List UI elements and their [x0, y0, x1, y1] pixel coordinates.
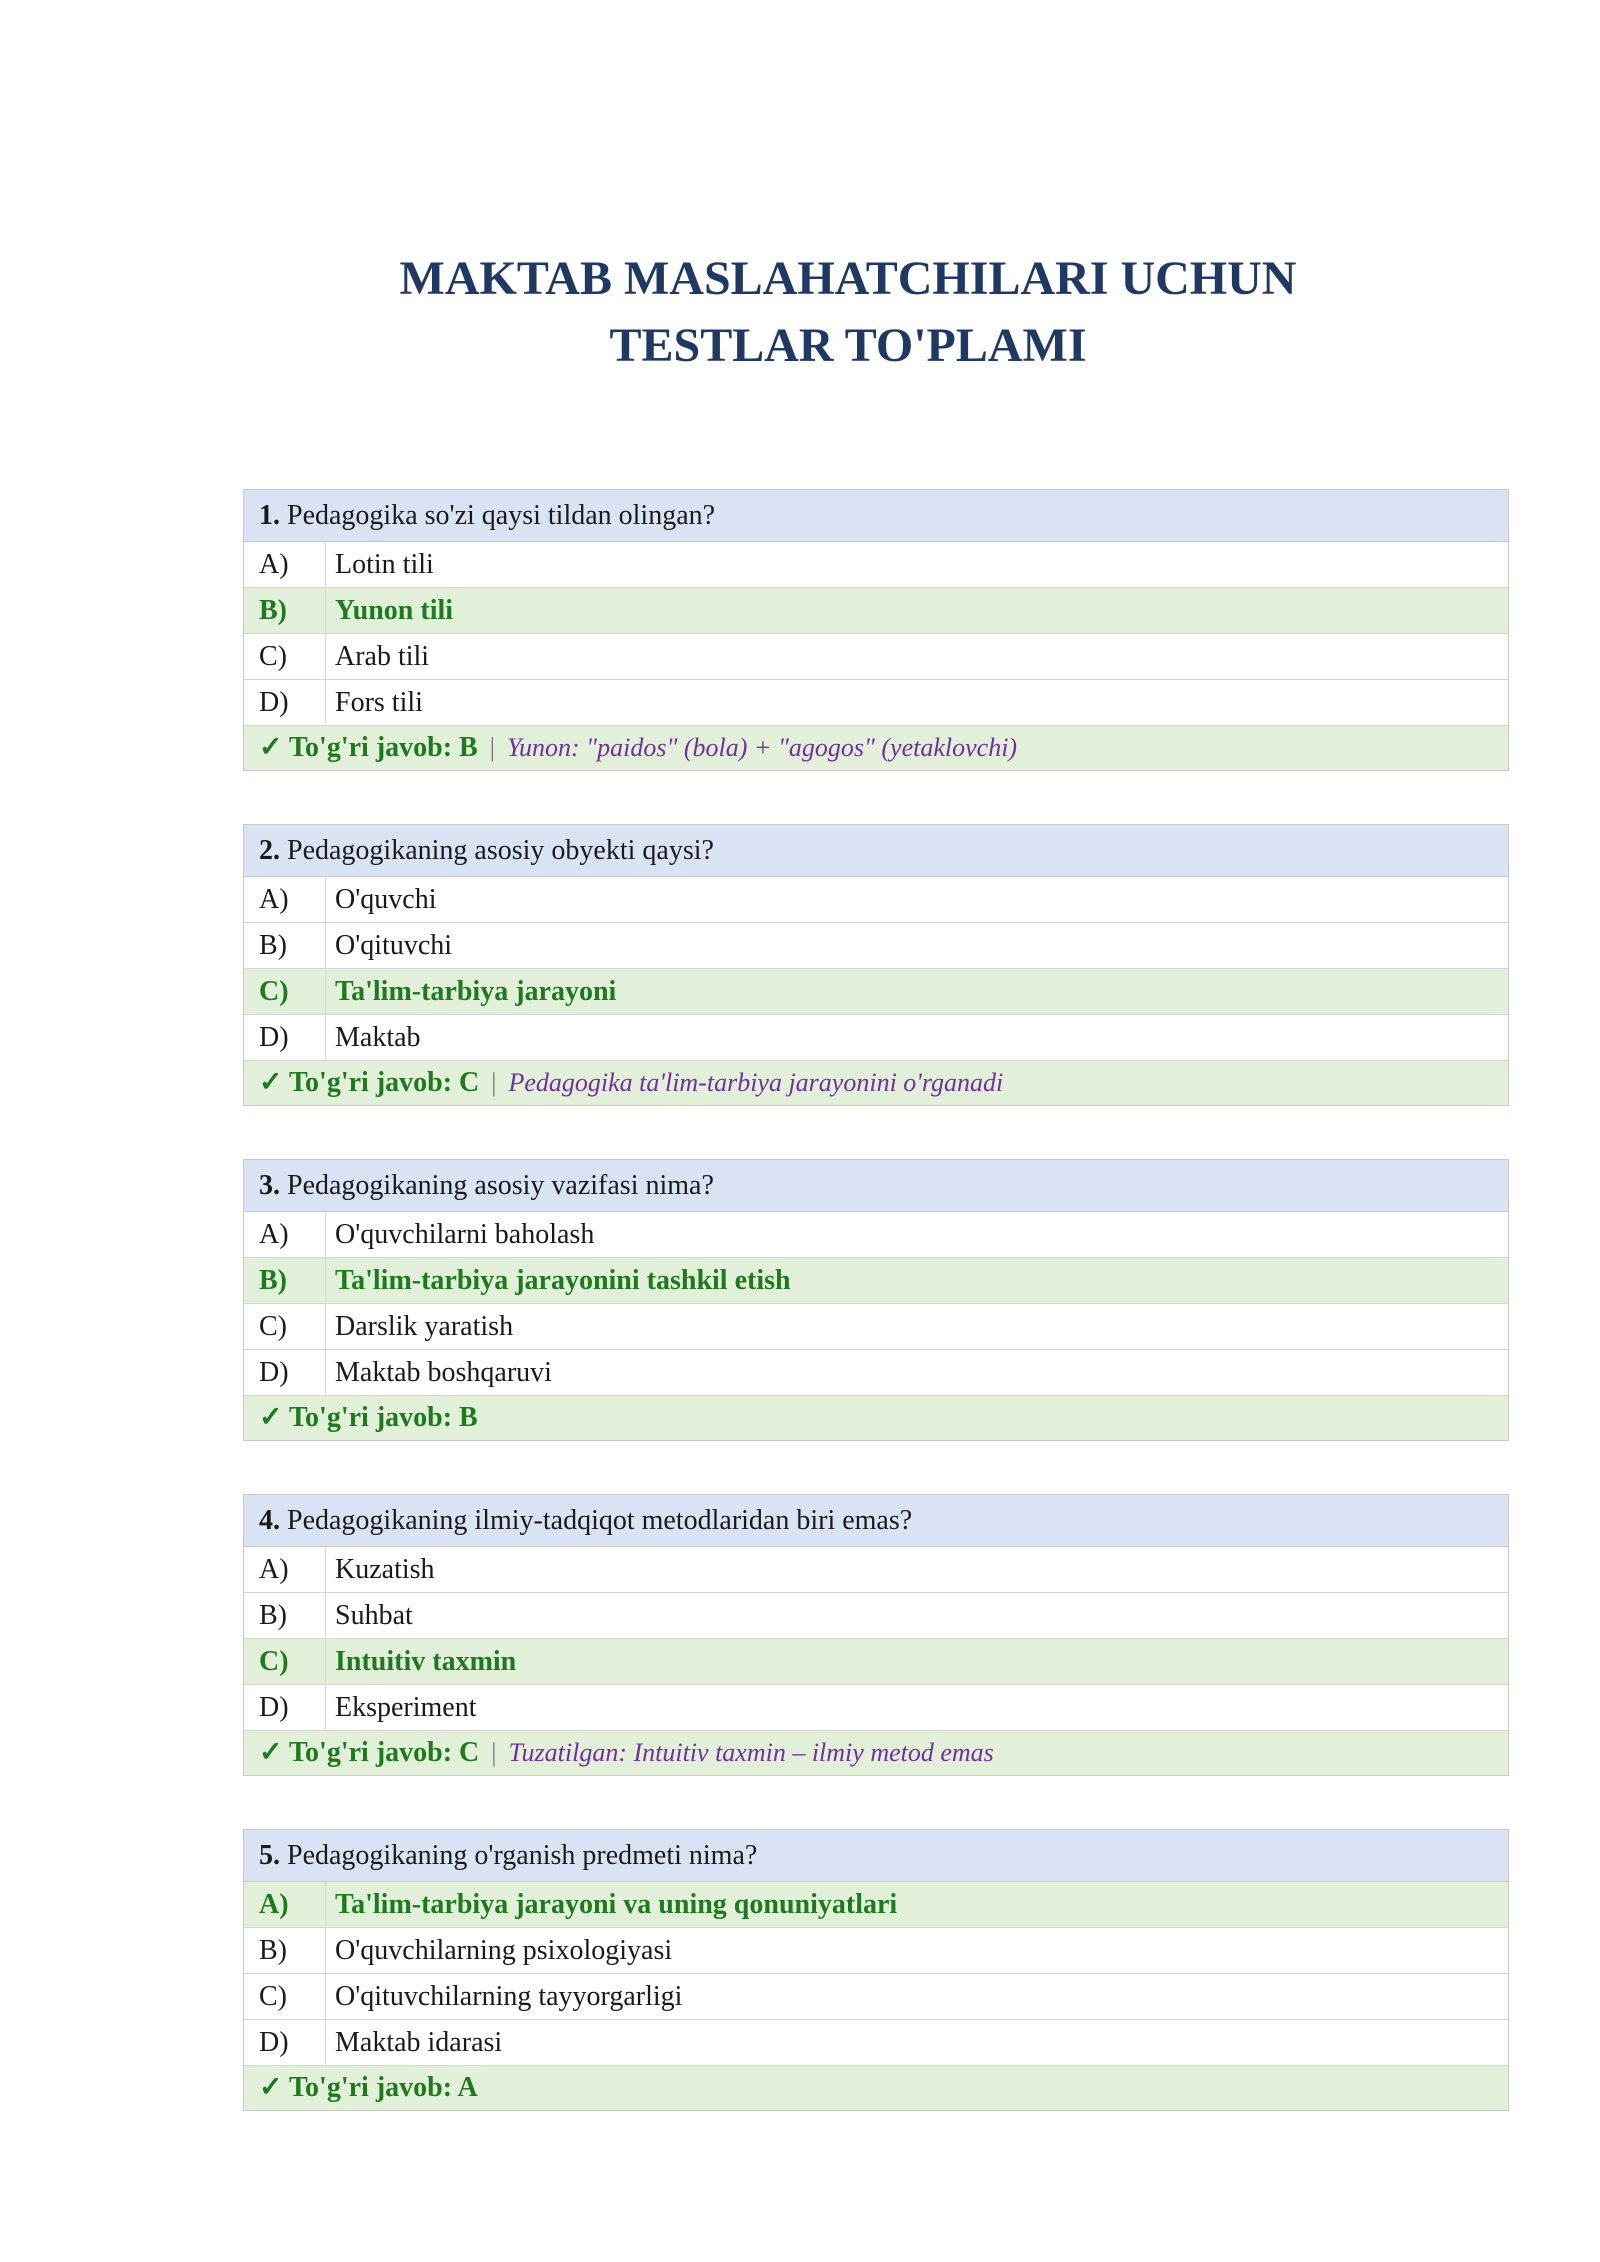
- option-row: [244, 923, 1508, 969]
- correct-answer-prefix: ✓ To'g'ri javob:: [259, 1737, 460, 1768]
- option-row: [244, 1685, 1508, 1731]
- question-1: [243, 489, 1509, 771]
- option-row: [244, 542, 1508, 588]
- option-letter: D): [244, 680, 326, 725]
- correct-answer-row: [244, 1396, 1508, 1440]
- option-letter: C): [244, 1974, 326, 2019]
- question-4: [243, 1494, 1509, 1776]
- correct-answer-prefix: ✓ To'g'ri javob:: [259, 1402, 460, 1433]
- option-text: Yunon tili: [335, 595, 454, 626]
- correct-answer-row: [244, 1061, 1508, 1105]
- option-text: Arab tili: [335, 641, 430, 672]
- correct-answer-prefix: ✓ To'g'ri javob:: [259, 2072, 458, 2103]
- question-text: Pedagogikaning asosiy obyekti qaysi?: [287, 835, 714, 866]
- option-text: Maktab: [335, 1022, 421, 1053]
- option-text: O'quvchilarning psixologiyasi: [335, 1935, 673, 1966]
- question-5: [243, 1829, 1509, 2111]
- option-letter: B): [244, 1258, 326, 1303]
- option-row: [244, 1304, 1508, 1350]
- option-letter: D): [244, 1685, 326, 1730]
- correct-answer-label: [259, 2072, 478, 2103]
- question-header: [244, 825, 1508, 877]
- option-text: Ta'lim-tarbiya jarayonini tashkil etish: [335, 1265, 791, 1296]
- question-text: Pedagogika so'zi qaysi tildan olingan?: [287, 500, 716, 531]
- option-row: [244, 634, 1508, 680]
- answer-note: Tuzatilgan: Intuitiv taxmin – ilmiy metod emas: [508, 1738, 994, 1767]
- correct-answer-label: [259, 1067, 479, 1098]
- option-text: Fors tili: [335, 687, 423, 718]
- question-number: 3.: [259, 1170, 280, 1201]
- option-letter: C): [244, 1304, 326, 1349]
- option-text: Ta'lim-tarbiya jarayoni va uning qonuniyatlari: [335, 1889, 898, 1920]
- option-row: [244, 877, 1508, 923]
- option-letter: A): [244, 1882, 326, 1927]
- option-row-correct: [244, 588, 1508, 634]
- page-title-line-1: MAKTAB MASLAHATCHILARI UCHUN: [399, 252, 1297, 305]
- question-text: Pedagogikaning asosiy vazifasi nima?: [287, 1170, 714, 1201]
- question-text: Pedagogikaning o'rganish predmeti nima?: [287, 1840, 758, 1871]
- option-row: [244, 1974, 1508, 2020]
- option-row: [244, 1547, 1508, 1593]
- option-text: Kuzatish: [335, 1554, 435, 1585]
- correct-answer-row: [244, 726, 1508, 770]
- option-text: O'qituvchilarning tayyorgarligi: [335, 1981, 683, 2012]
- correct-answer-prefix: ✓ To'g'ri javob:: [259, 732, 460, 763]
- question-number: 5.: [259, 1840, 280, 1871]
- option-letter: C): [244, 634, 326, 679]
- option-text: Eksperiment: [335, 1692, 477, 1723]
- option-row: [244, 1015, 1508, 1061]
- question-3: [243, 1159, 1509, 1441]
- option-text: Ta'lim-tarbiya jarayoni: [335, 976, 617, 1007]
- option-row-correct: [244, 969, 1508, 1015]
- option-row: [244, 1593, 1508, 1639]
- option-row-correct: [244, 1258, 1508, 1304]
- question-header: [244, 1160, 1508, 1212]
- correct-answer-letter: A: [457, 2072, 478, 2103]
- option-letter: D): [244, 2020, 326, 2065]
- correct-answer-row: [244, 2066, 1508, 2110]
- option-row: [244, 1928, 1508, 1974]
- option-letter: B): [244, 1593, 326, 1638]
- option-letter: B): [244, 923, 326, 968]
- option-letter: C): [244, 969, 326, 1014]
- option-text: O'quvchi: [335, 884, 437, 915]
- option-letter: C): [244, 1639, 326, 1684]
- question-number: 1.: [259, 500, 280, 531]
- option-letter: D): [244, 1350, 326, 1395]
- option-row: [244, 1212, 1508, 1258]
- correct-answer-row: [244, 1731, 1508, 1775]
- page-title: [0, 245, 1600, 379]
- question-2: [243, 824, 1509, 1106]
- question-number: 2.: [259, 835, 280, 866]
- correct-answer-letter: C: [459, 1737, 480, 1768]
- question-header: [244, 1495, 1508, 1547]
- option-text: Suhbat: [335, 1600, 413, 1631]
- question-text: Pedagogikaning ilmiy-tadqiqot metodlaridan biri emas?: [287, 1505, 913, 1536]
- option-letter: D): [244, 1015, 326, 1060]
- page-title-line-2: TESTLAR TO'PLAMI: [609, 319, 1087, 372]
- question-list: [243, 489, 1509, 2164]
- answer-separator: |: [491, 1068, 497, 1097]
- option-letter: A): [244, 1547, 326, 1592]
- option-text: Darslik yaratish: [335, 1311, 514, 1342]
- option-row: [244, 1350, 1508, 1396]
- correct-answer-letter: C: [459, 1067, 480, 1098]
- correct-answer-letter: B: [459, 1402, 478, 1433]
- option-row: [244, 2020, 1508, 2066]
- option-letter: B): [244, 1928, 326, 1973]
- option-text: Intuitiv taxmin: [335, 1646, 517, 1677]
- correct-answer-label: [259, 732, 478, 763]
- option-text: Maktab idarasi: [335, 2027, 503, 2058]
- answer-separator: |: [491, 1738, 497, 1767]
- correct-answer-prefix: ✓ To'g'ri javob:: [259, 1067, 460, 1098]
- option-text: O'quvchilarni baholash: [335, 1219, 595, 1250]
- question-number: 4.: [259, 1505, 280, 1536]
- answer-note: Pedagogika ta'lim-tarbiya jarayonini o'rganadi: [508, 1068, 1004, 1097]
- option-letter: A): [244, 877, 326, 922]
- question-header: [244, 1830, 1508, 1882]
- option-text: Lotin tili: [335, 549, 434, 580]
- option-text: Maktab boshqaruvi: [335, 1357, 552, 1388]
- answer-note: Yunon: "paidos" (bola) + "agogos" (yetaklovchi): [506, 733, 1018, 762]
- option-letter: A): [244, 542, 326, 587]
- option-row-correct: [244, 1639, 1508, 1685]
- option-row-correct: [244, 1882, 1508, 1928]
- correct-answer-label: [259, 1402, 478, 1433]
- question-header: [244, 490, 1508, 542]
- option-letter: A): [244, 1212, 326, 1257]
- correct-answer-label: [259, 1737, 479, 1768]
- correct-answer-letter: B: [459, 732, 478, 763]
- option-text: O'qituvchi: [335, 930, 453, 961]
- option-row: [244, 680, 1508, 726]
- answer-separator: |: [489, 733, 495, 762]
- option-letter: B): [244, 588, 326, 633]
